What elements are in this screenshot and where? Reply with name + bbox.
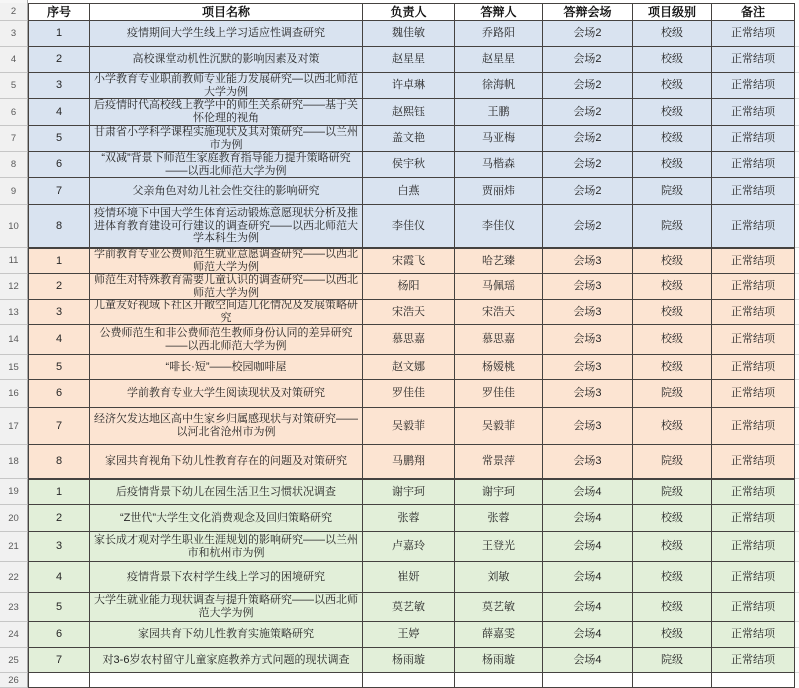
cell-note[interactable]: 正常结项 [712, 532, 795, 562]
column-header-venue[interactable]: 答辩会场 [543, 3, 633, 21]
cell-lead[interactable]: 杨阳 [363, 274, 455, 300]
column-header-serial[interactable]: 序号 [28, 3, 90, 21]
cell-lead[interactable]: 白燕 [363, 178, 455, 205]
row-number[interactable]: 2 [0, 3, 28, 21]
cell-serial[interactable]: 5 [28, 355, 90, 380]
cell-venue[interactable]: 会场3 [543, 325, 633, 355]
cell-serial[interactable]: 7 [28, 178, 90, 205]
cell-lead[interactable]: 张蓉 [363, 505, 455, 532]
cell-serial[interactable]: 8 [28, 445, 90, 479]
cell-lead[interactable]: 盖文艳 [363, 126, 455, 152]
sheet-edge [795, 73, 799, 99]
cell-serial[interactable]: 7 [28, 648, 90, 673]
row-number[interactable]: 17 [0, 408, 28, 445]
cell-level[interactable]: 校级 [633, 562, 712, 593]
cell-level[interactable]: 校级 [633, 152, 712, 178]
sheet-row [0, 73, 799, 99]
sheet-row [0, 300, 799, 325]
cell-defender[interactable]: 刘敏 [455, 562, 543, 593]
cell-project-name[interactable]: 对3-6岁农村留守儿童家庭教养方式问题的现状调查 [90, 648, 363, 673]
cell-level[interactable]: 校级 [633, 274, 712, 300]
cell-lead[interactable]: 侯宇秋 [363, 152, 455, 178]
cell-project-name[interactable]: 经济欠发达地区高中生家乡归属感现状与对策研究——以河北省沧州市为例 [90, 408, 363, 445]
cell-level[interactable]: 院级 [633, 205, 712, 248]
cell-defender[interactable]: 张蓉 [455, 505, 543, 532]
cell-empty-serial[interactable] [28, 673, 90, 688]
column-header-project-name[interactable]: 项目名称 [90, 3, 363, 21]
row-number[interactable]: 5 [0, 73, 28, 99]
cell-level[interactable]: 院级 [633, 648, 712, 673]
cell-defender[interactable]: 杨雨璇 [455, 648, 543, 673]
cell-venue[interactable]: 会场2 [543, 152, 633, 178]
cell-note[interactable]: 正常结项 [712, 562, 795, 593]
cell-venue[interactable]: 会场2 [543, 21, 633, 47]
cell-lead[interactable]: 宋浩天 [363, 300, 455, 325]
row-number[interactable]: 13 [0, 300, 28, 325]
cell-project-name[interactable]: 儿童友好视域下社区开敞空间适儿化情况及发展策略研究 [90, 300, 363, 325]
cell-venue[interactable]: 会场2 [543, 126, 633, 152]
cell-level[interactable]: 院级 [633, 445, 712, 479]
cell-venue[interactable]: 会场3 [543, 300, 633, 325]
cell-project-name[interactable]: 家园共育视角下幼儿性教育存在的问题及对策研究 [90, 445, 363, 479]
cell-project-name[interactable]: 高校课堂动机性沉默的影响因素及对策 [90, 47, 363, 73]
sheet-edge [795, 205, 799, 248]
cell-note[interactable]: 正常结项 [712, 274, 795, 300]
cell-level[interactable]: 校级 [633, 408, 712, 445]
sheet-edge [795, 673, 799, 688]
sheet-row [0, 408, 799, 445]
sheet-edge [795, 99, 799, 126]
column-header-level[interactable]: 项目级别 [633, 3, 712, 21]
cell-venue[interactable]: 会场2 [543, 73, 633, 99]
cell-note[interactable]: 正常结项 [712, 622, 795, 648]
cell-defender[interactable]: 薛嘉雯 [455, 622, 543, 648]
cell-serial[interactable]: 6 [28, 380, 90, 408]
cell-lead[interactable]: 赵熙钰 [363, 99, 455, 126]
cell-level[interactable]: 校级 [633, 126, 712, 152]
cell-lead[interactable]: 吴毅菲 [363, 408, 455, 445]
cell-venue[interactable]: 会场4 [543, 562, 633, 593]
sheet-edge [795, 3, 799, 21]
cell-note[interactable]: 正常结项 [712, 21, 795, 47]
row-number[interactable]: 23 [0, 593, 28, 622]
cell-empty-project-name[interactable] [90, 673, 363, 688]
cell-project-name[interactable]: “双减”背景下师范生家庭教育指导能力提升策略研究——以西北师范大学为例 [90, 152, 363, 178]
cell-defender[interactable]: 吴毅菲 [455, 408, 543, 445]
row-number[interactable]: 20 [0, 505, 28, 532]
cell-serial[interactable]: 5 [28, 126, 90, 152]
cell-venue[interactable]: 会场4 [543, 532, 633, 562]
sheet-row [0, 21, 799, 47]
cell-defender[interactable]: 罗佳佳 [455, 380, 543, 408]
sheet-row [0, 445, 799, 479]
cell-venue[interactable]: 会场2 [543, 178, 633, 205]
cell-project-name[interactable]: 疫情背景下农村学生线上学习的困境研究 [90, 562, 363, 593]
cell-lead[interactable]: 莫艺敏 [363, 593, 455, 622]
cell-project-name[interactable]: 后疫情背景下幼儿在园生活卫生习惯状况调查 [90, 479, 363, 505]
sheet-row [0, 593, 799, 622]
cell-empty-defender[interactable] [455, 673, 543, 688]
sheet-row [0, 380, 799, 408]
cell-defender[interactable]: 马楷森 [455, 152, 543, 178]
sheet-row [0, 178, 799, 205]
sheet-edge [795, 408, 799, 445]
cell-project-name[interactable]: 甘肃省小学科学课程实施现状及其对策研究——以兰州市为例 [90, 126, 363, 152]
cell-level[interactable]: 校级 [633, 21, 712, 47]
cell-serial[interactable]: 1 [28, 21, 90, 47]
cell-level[interactable]: 校级 [633, 248, 712, 274]
cell-venue[interactable]: 会场2 [543, 47, 633, 73]
cell-lead[interactable]: 赵星星 [363, 47, 455, 73]
row-number[interactable]: 19 [0, 479, 28, 505]
sheet-edge [795, 505, 799, 532]
cell-level[interactable]: 校级 [633, 355, 712, 380]
cell-defender[interactable]: 乔路阳 [455, 21, 543, 47]
row-number[interactable]: 14 [0, 325, 28, 355]
cell-serial[interactable]: 3 [28, 73, 90, 99]
cell-project-name[interactable]: “啡长·短”——校园咖啡屋 [90, 355, 363, 380]
sheet-edge [795, 445, 799, 479]
cell-serial[interactable]: 7 [28, 408, 90, 445]
cell-project-name[interactable]: 师范生对特殊教育需要儿童认识的调查研究——以西北师范大学为例 [90, 274, 363, 300]
cell-note[interactable]: 正常结项 [712, 445, 795, 479]
row-number[interactable]: 9 [0, 178, 28, 205]
sheet-edge [795, 152, 799, 178]
row-number[interactable]: 3 [0, 21, 28, 47]
sheet-row [0, 562, 799, 593]
cell-level[interactable]: 校级 [633, 622, 712, 648]
cell-defender[interactable]: 徐海帆 [455, 73, 543, 99]
row-number[interactable]: 18 [0, 445, 28, 479]
row-number[interactable]: 11 [0, 248, 28, 274]
cell-venue[interactable]: 会场2 [543, 99, 633, 126]
cell-serial[interactable]: 2 [28, 47, 90, 73]
cell-note[interactable]: 正常结项 [712, 47, 795, 73]
sheet-row [0, 479, 799, 505]
cell-project-name[interactable]: “Z世代”大学生文化消费观念及回归策略研究 [90, 505, 363, 532]
cell-note[interactable]: 正常结项 [712, 178, 795, 205]
cell-defender[interactable]: 马亚梅 [455, 126, 543, 152]
row-number[interactable]: 8 [0, 152, 28, 178]
cell-serial[interactable]: 8 [28, 205, 90, 248]
row-number[interactable]: 12 [0, 274, 28, 300]
cell-venue[interactable]: 会场4 [543, 505, 633, 532]
cell-level[interactable]: 校级 [633, 99, 712, 126]
sheet-edge [795, 532, 799, 562]
cell-level[interactable]: 校级 [633, 532, 712, 562]
sheet-edge [795, 562, 799, 593]
cell-defender[interactable]: 贾丽炜 [455, 178, 543, 205]
cell-note[interactable]: 正常结项 [712, 505, 795, 532]
cell-venue[interactable]: 会场4 [543, 622, 633, 648]
cell-level[interactable]: 校级 [633, 505, 712, 532]
sheet-row [0, 205, 799, 248]
row-number[interactable]: 24 [0, 622, 28, 648]
cell-defender[interactable]: 赵星星 [455, 47, 543, 73]
cell-serial[interactable]: 1 [28, 248, 90, 274]
cell-venue[interactable]: 会场3 [543, 445, 633, 479]
cell-serial[interactable]: 4 [28, 325, 90, 355]
cell-venue[interactable]: 会场3 [543, 274, 633, 300]
sheet-row [0, 622, 799, 648]
cell-note[interactable]: 正常结项 [712, 300, 795, 325]
sheet-edge [795, 355, 799, 380]
cell-note[interactable]: 正常结项 [712, 152, 795, 178]
row-number[interactable]: 10 [0, 205, 28, 248]
cell-defender[interactable]: 王登光 [455, 532, 543, 562]
sheet-row [0, 3, 799, 21]
cell-note[interactable]: 正常结项 [712, 355, 795, 380]
row-number[interactable]: 7 [0, 126, 28, 152]
cell-venue[interactable]: 会场3 [543, 248, 633, 274]
cell-project-name[interactable]: 学前教育专业公费师范生就业意愿调查研究——以西北师范大学为例 [90, 248, 363, 274]
row-number[interactable]: 26 [0, 673, 28, 688]
cell-project-name[interactable]: 公费师范生和非公费师范生教师身份认同的差异研究——以西北师范大学为例 [90, 325, 363, 355]
sheet-edge [795, 126, 799, 152]
sheet-edge [795, 325, 799, 355]
cell-level[interactable]: 校级 [633, 593, 712, 622]
sheet-edge [795, 274, 799, 300]
cell-lead[interactable]: 慕思嘉 [363, 325, 455, 355]
sheet-edge [795, 593, 799, 622]
cell-project-name[interactable]: 学前教育专业大学生阅读现状及对策研究 [90, 380, 363, 408]
cell-project-name[interactable]: 大学生就业能力现状调查与提升策略研究——以西北师范大学为例 [90, 593, 363, 622]
cell-serial[interactable]: 3 [28, 300, 90, 325]
cell-note[interactable]: 正常结项 [712, 248, 795, 274]
cell-serial[interactable]: 4 [28, 562, 90, 593]
cell-project-name[interactable]: 后疫情时代高校线上教学中的师生关系研究——基于关怀伦理的视角 [90, 99, 363, 126]
cell-note[interactable]: 正常结项 [712, 325, 795, 355]
row-number[interactable]: 21 [0, 532, 28, 562]
cell-defender[interactable]: 王鹏 [455, 99, 543, 126]
cell-project-name[interactable]: 疫情期间大学生线上学习适应性调查研究 [90, 21, 363, 47]
cell-venue[interactable]: 会场2 [543, 205, 633, 248]
cell-serial[interactable]: 2 [28, 274, 90, 300]
cell-serial[interactable]: 1 [28, 479, 90, 505]
cell-empty-venue[interactable] [543, 673, 633, 688]
cell-lead[interactable]: 李佳仪 [363, 205, 455, 248]
cell-defender[interactable]: 莫艺敏 [455, 593, 543, 622]
cell-empty-lead[interactable] [363, 673, 455, 688]
cell-lead[interactable]: 赵文娜 [363, 355, 455, 380]
sheet-row [0, 248, 799, 274]
row-number[interactable]: 22 [0, 562, 28, 593]
sheet-edge [795, 178, 799, 205]
cell-level[interactable]: 院级 [633, 178, 712, 205]
cell-lead[interactable]: 谢宇珂 [363, 479, 455, 505]
cell-note[interactable]: 正常结项 [712, 99, 795, 126]
sheet-row [0, 673, 799, 688]
cell-lead[interactable]: 罗佳佳 [363, 380, 455, 408]
cell-note[interactable]: 正常结项 [712, 479, 795, 505]
sheet-row [0, 532, 799, 562]
cell-project-name[interactable]: 父亲角色对幼儿社会性交往的影响研究 [90, 178, 363, 205]
sheet-edge [795, 21, 799, 47]
sheet-row [0, 152, 799, 178]
cell-serial[interactable]: 6 [28, 622, 90, 648]
sheet-edge [795, 479, 799, 505]
cell-level[interactable]: 院级 [633, 479, 712, 505]
cell-serial[interactable]: 6 [28, 152, 90, 178]
sheet-row [0, 126, 799, 152]
sheet-row [0, 325, 799, 355]
cell-lead[interactable]: 宋霞飞 [363, 248, 455, 274]
cell-empty-note[interactable] [712, 673, 795, 688]
cell-project-name[interactable]: 家长成才观对学生职业生涯规划的影响研究——以兰州市和杭州市为例 [90, 532, 363, 562]
column-header-defender[interactable]: 答辩人 [455, 3, 543, 21]
cell-venue[interactable]: 会场4 [543, 479, 633, 505]
cell-empty-level[interactable] [633, 673, 712, 688]
cell-note[interactable]: 正常结项 [712, 126, 795, 152]
cell-defender[interactable]: 常景萍 [455, 445, 543, 479]
cell-serial[interactable]: 2 [28, 505, 90, 532]
cell-project-name[interactable]: 疫情环境下中国大学生体育运动锻炼意愿现状分析及推进体育教育建设可行建议的调查研究——以西北师范大学本科生为例 [90, 205, 363, 248]
cell-defender[interactable]: 谢宇珂 [455, 479, 543, 505]
cell-note[interactable]: 正常结项 [712, 593, 795, 622]
cell-note[interactable]: 正常结项 [712, 408, 795, 445]
sheet-row [0, 47, 799, 73]
row-number[interactable]: 4 [0, 47, 28, 73]
cell-venue[interactable]: 会场3 [543, 355, 633, 380]
cell-project-name[interactable]: 家园共育下幼儿性教育实施策略研究 [90, 622, 363, 648]
sheet-edge [795, 47, 799, 73]
column-header-lead[interactable]: 负责人 [363, 3, 455, 21]
cell-defender[interactable]: 哈艺臻 [455, 248, 543, 274]
cell-venue[interactable]: 会场3 [543, 408, 633, 445]
cell-lead[interactable]: 马鹏翔 [363, 445, 455, 479]
cell-lead[interactable]: 崔妍 [363, 562, 455, 593]
cell-project-name[interactable]: 小学教育专业职前教师专业能力发展研究—以西北师范大学为例 [90, 73, 363, 99]
cell-defender[interactable]: 宋浩天 [455, 300, 543, 325]
sheet-row [0, 99, 799, 126]
cell-note[interactable]: 正常结项 [712, 205, 795, 248]
cell-lead[interactable]: 卢嘉玲 [363, 532, 455, 562]
cell-serial[interactable]: 5 [28, 593, 90, 622]
cell-level[interactable]: 院级 [633, 380, 712, 408]
column-header-note[interactable]: 备注 [712, 3, 795, 21]
sheet-edge [795, 380, 799, 408]
cell-lead[interactable]: 王婷 [363, 622, 455, 648]
sheet-edge [795, 248, 799, 274]
sheet-edge [795, 622, 799, 648]
cell-level[interactable]: 校级 [633, 300, 712, 325]
cell-lead[interactable]: 杨雨璇 [363, 648, 455, 673]
cell-venue[interactable]: 会场3 [543, 380, 633, 408]
cell-venue[interactable]: 会场4 [543, 648, 633, 673]
sheet-row [0, 274, 799, 300]
row-number[interactable]: 25 [0, 648, 28, 673]
cell-lead[interactable]: 魏佳敏 [363, 21, 455, 47]
row-number[interactable]: 15 [0, 355, 28, 380]
cell-level[interactable]: 校级 [633, 325, 712, 355]
cell-serial[interactable]: 3 [28, 532, 90, 562]
sheet-row [0, 355, 799, 380]
cell-defender[interactable]: 慕思嘉 [455, 325, 543, 355]
sheet-row [0, 648, 799, 673]
cell-defender[interactable]: 马佩瑶 [455, 274, 543, 300]
sheet-row [0, 505, 799, 532]
cell-note[interactable]: 正常结项 [712, 380, 795, 408]
sheet-edge [795, 300, 799, 325]
row-number[interactable]: 16 [0, 380, 28, 408]
cell-defender[interactable]: 李佳仪 [455, 205, 543, 248]
sheet-edge [795, 648, 799, 673]
cell-level[interactable]: 校级 [633, 47, 712, 73]
cell-note[interactable]: 正常结项 [712, 73, 795, 99]
cell-level[interactable]: 校级 [633, 73, 712, 99]
row-number[interactable]: 6 [0, 99, 28, 126]
cell-serial[interactable]: 4 [28, 99, 90, 126]
cell-note[interactable]: 正常结项 [712, 648, 795, 673]
cell-venue[interactable]: 会场4 [543, 593, 633, 622]
cell-defender[interactable]: 杨嫒桃 [455, 355, 543, 380]
cell-lead[interactable]: 许卓琳 [363, 73, 455, 99]
